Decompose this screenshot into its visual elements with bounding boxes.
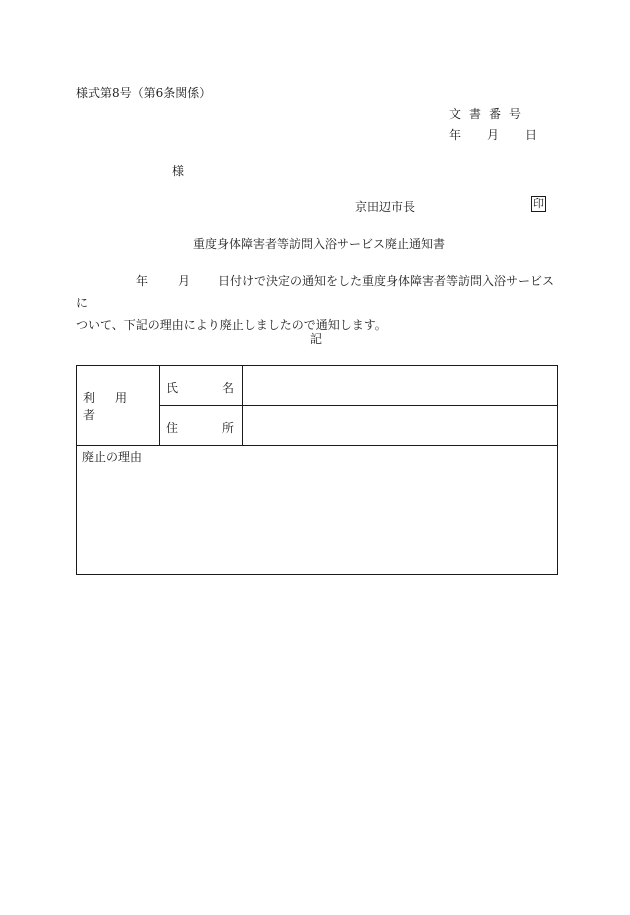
date-month-label: 月: [487, 128, 500, 142]
address-label-cell: [160, 406, 243, 446]
address-label-char: 所: [221, 421, 234, 435]
name-label-char: 名: [221, 381, 234, 395]
name-label-cell: [160, 366, 243, 406]
reason-label: 廃止の理由: [82, 450, 143, 464]
date-day-label: 日: [525, 128, 538, 142]
user-label-cell: [77, 366, 160, 446]
sender-name: 京田辺市長: [355, 200, 416, 214]
addressee: 様: [172, 164, 185, 178]
reason-cell[interactable]: [77, 446, 558, 575]
body-month: 月: [178, 274, 191, 288]
user-label-char: 者: [83, 407, 96, 422]
address-value-cell[interactable]: [243, 406, 558, 446]
document-title: 重度身体障害者等訪問入浴サービス廃止通知書: [193, 237, 446, 251]
ki-heading: 記: [310, 332, 323, 346]
body-paragraph: [76, 270, 558, 336]
date-year-label: 年: [449, 128, 462, 142]
document-meta: [449, 104, 537, 146]
name-label-char: 氏: [166, 381, 179, 395]
address-label-char: 住: [166, 421, 179, 435]
body-year: 年: [136, 274, 149, 288]
body-line2: ついて、下記の理由により廃止しましたので通知します。: [76, 318, 387, 332]
form-number: 様式第8号（第6条関係）: [76, 86, 212, 100]
user-label-char: 利: [83, 390, 96, 405]
issue-date: [449, 125, 537, 146]
document-number-label: 文書番号: [449, 107, 530, 121]
seal-mark: 印: [533, 197, 544, 210]
body-line1: 日付けで決定の通知をした重度身体障害者等訪問入浴サービスに: [76, 274, 555, 310]
name-value-cell[interactable]: [243, 366, 558, 406]
user-label-char: 用: [115, 390, 128, 405]
detail-table: [76, 365, 558, 575]
